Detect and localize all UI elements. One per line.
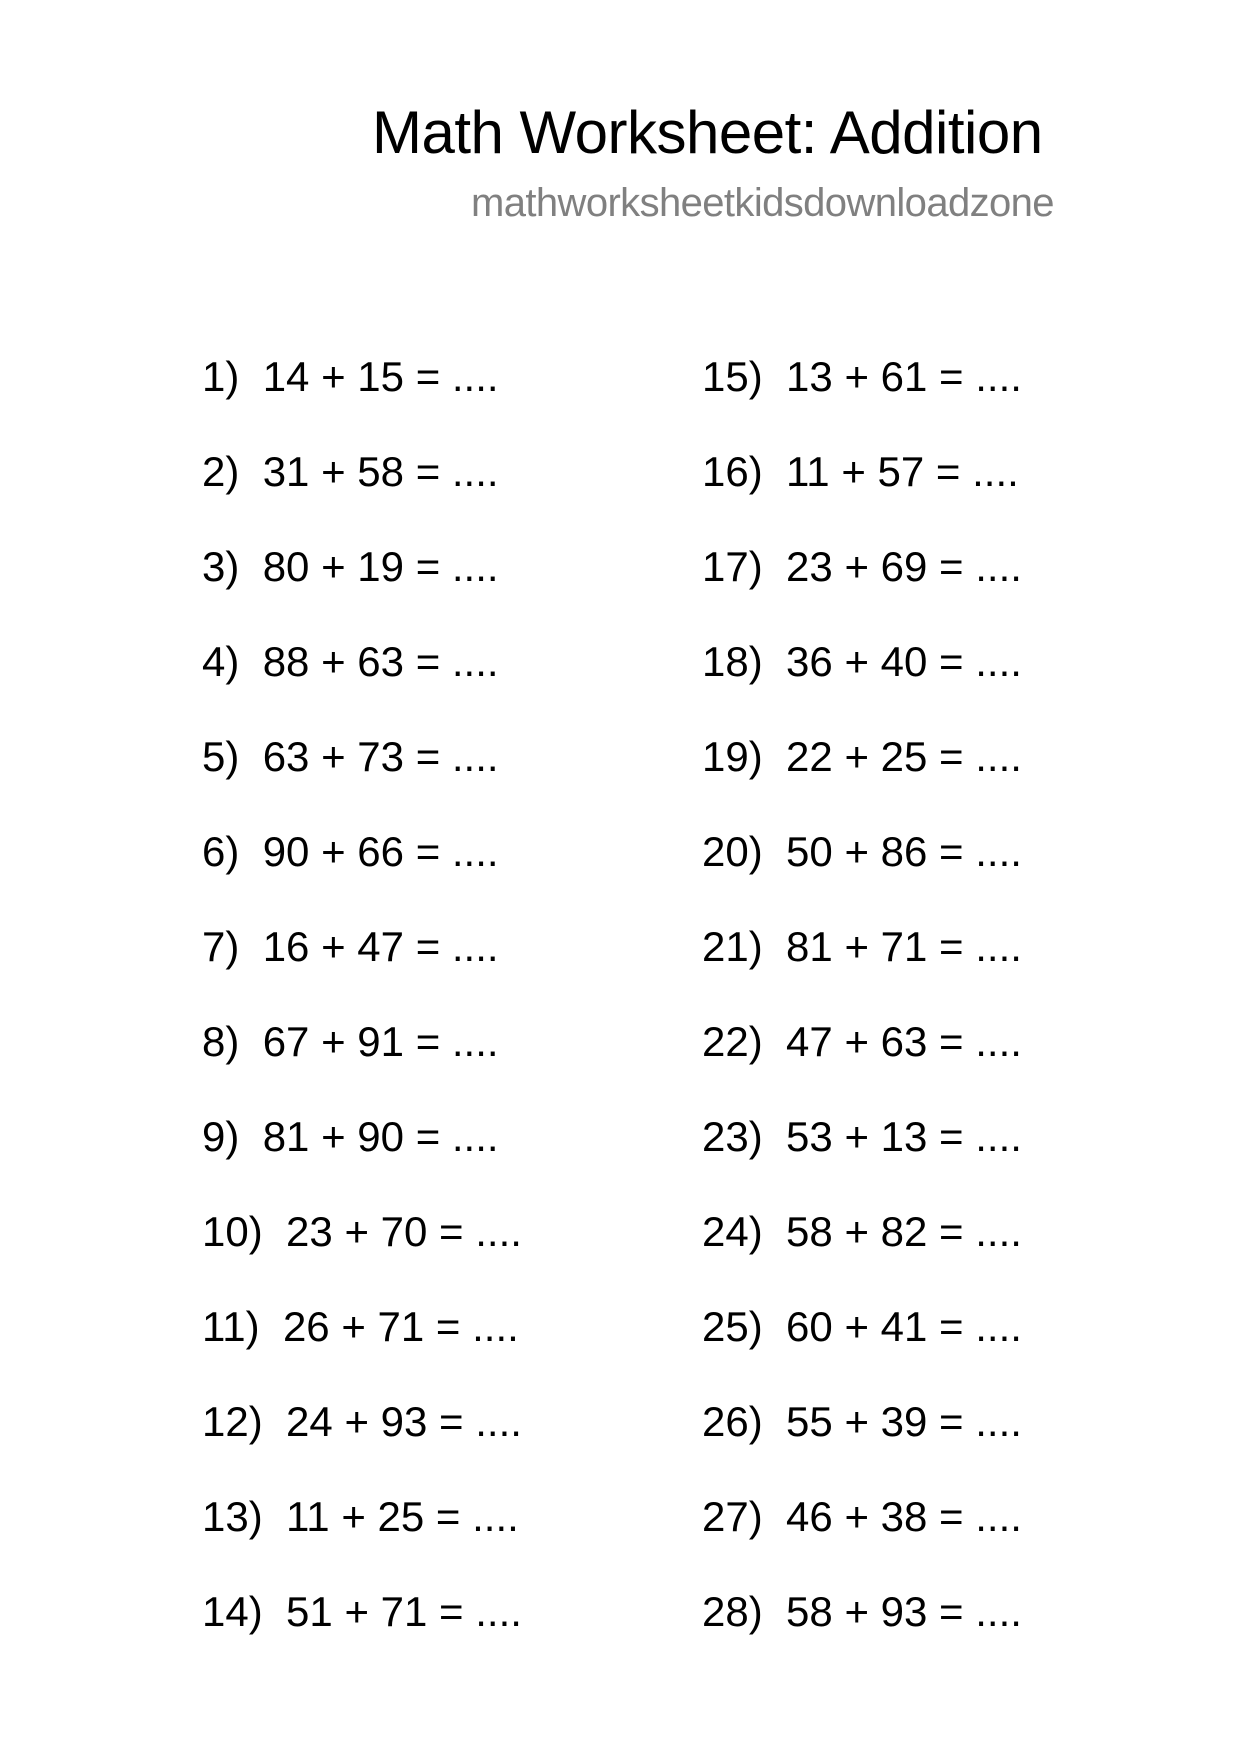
- addend-b: 39: [880, 1398, 928, 1445]
- addend-b: 86: [880, 828, 928, 875]
- addend-a: 81: [262, 1113, 310, 1160]
- addend-b: 38: [880, 1493, 928, 1540]
- problem-number: 16): [702, 448, 763, 495]
- equals-sign: =: [415, 353, 441, 400]
- answer-blank: ....: [475, 1588, 522, 1635]
- equals-sign: =: [939, 1398, 964, 1445]
- site-watermark: mathworksheetkidsdownloadzone: [471, 181, 1054, 225]
- plus-sign: +: [844, 1588, 869, 1635]
- answer-blank: ....: [451, 828, 499, 875]
- answer-blank: ....: [975, 1113, 1022, 1160]
- addend-b: 63: [357, 638, 405, 685]
- problem-item: [702, 1112, 1022, 1207]
- answer-blank: ....: [472, 1493, 519, 1540]
- plus-sign: +: [841, 448, 866, 495]
- addend-b: 61: [880, 353, 928, 400]
- plus-sign: +: [321, 448, 346, 495]
- problem-item: [702, 1492, 1022, 1587]
- answer-blank: ....: [451, 1018, 499, 1065]
- equals-sign: =: [415, 1113, 441, 1160]
- problem-number: 11): [202, 1303, 260, 1350]
- problem-item: [202, 1302, 522, 1397]
- problems-column-left: [202, 352, 522, 1682]
- equals-sign: =: [939, 543, 964, 590]
- addend-b: 70: [380, 1208, 428, 1255]
- equals-sign: =: [415, 828, 441, 875]
- plus-sign: +: [844, 1398, 869, 1445]
- plus-sign: +: [341, 1303, 366, 1350]
- addend-a: 36: [786, 638, 833, 685]
- addend-b: 93: [380, 1398, 428, 1445]
- answer-blank: ....: [451, 733, 499, 780]
- addend-b: 15: [357, 353, 405, 400]
- addend-a: 13: [786, 353, 833, 400]
- problem-number: 23): [702, 1113, 763, 1160]
- problem-item: [202, 1397, 522, 1492]
- problem-number: 24): [702, 1208, 763, 1255]
- addend-a: 22: [786, 733, 833, 780]
- plus-sign: +: [844, 1208, 869, 1255]
- problem-item: [702, 637, 1022, 732]
- equals-sign: =: [415, 1018, 441, 1065]
- problem-item: [702, 1302, 1022, 1397]
- equals-sign: =: [939, 1018, 964, 1065]
- addend-a: 23: [786, 543, 833, 590]
- plus-sign: +: [844, 353, 869, 400]
- plus-sign: +: [321, 733, 346, 780]
- addend-a: 16: [262, 923, 310, 970]
- plus-sign: +: [844, 923, 869, 970]
- problem-item: [202, 542, 522, 637]
- plus-sign: +: [844, 543, 869, 590]
- problem-item: [702, 352, 1022, 447]
- answer-blank: ....: [451, 448, 499, 495]
- answer-blank: ....: [975, 1588, 1022, 1635]
- problem-number: 4): [202, 638, 240, 685]
- problem-number: 27): [702, 1493, 763, 1540]
- answer-blank: ....: [475, 1208, 522, 1255]
- problem-number: 15): [702, 353, 763, 400]
- answer-blank: ....: [451, 1113, 499, 1160]
- problem-item: [702, 1017, 1022, 1112]
- answer-blank: ....: [975, 1493, 1022, 1540]
- problem-number: 13): [202, 1493, 263, 1540]
- problem-number: 12): [202, 1398, 263, 1445]
- problem-item: [202, 1112, 522, 1207]
- addend-b: 47: [357, 923, 405, 970]
- equals-sign: =: [415, 448, 441, 495]
- answer-blank: ....: [472, 1303, 519, 1350]
- problem-number: 8): [202, 1018, 240, 1065]
- plus-sign: +: [321, 353, 346, 400]
- addend-a: 60: [786, 1303, 833, 1350]
- plus-sign: +: [321, 1113, 346, 1160]
- answer-blank: ....: [972, 448, 1019, 495]
- answer-blank: ....: [975, 353, 1022, 400]
- equals-sign: =: [435, 1303, 461, 1350]
- equals-sign: =: [415, 543, 441, 590]
- problem-item: [202, 1207, 522, 1302]
- problem-item: [702, 542, 1022, 637]
- equals-sign: =: [415, 638, 441, 685]
- problem-number: 20): [702, 828, 763, 875]
- problem-number: 17): [702, 543, 763, 590]
- problem-item: [202, 352, 522, 447]
- problem-number: 2): [202, 448, 240, 495]
- addend-b: 40: [880, 638, 928, 685]
- addend-b: 90: [357, 1113, 405, 1160]
- plus-sign: +: [341, 1493, 366, 1540]
- plus-sign: +: [844, 1303, 869, 1350]
- equals-sign: =: [939, 1493, 964, 1540]
- problem-number: 26): [702, 1398, 763, 1445]
- addend-a: 11: [286, 1493, 330, 1540]
- answer-blank: ....: [975, 923, 1022, 970]
- addend-a: 51: [286, 1588, 333, 1635]
- addend-b: 66: [357, 828, 405, 875]
- plus-sign: +: [344, 1208, 369, 1255]
- addend-b: 91: [357, 1018, 405, 1065]
- equals-sign: =: [415, 733, 441, 780]
- plus-sign: +: [844, 638, 869, 685]
- problem-item: [702, 1397, 1022, 1492]
- problems-column-right: [702, 352, 1022, 1682]
- problem-number: 25): [702, 1303, 763, 1350]
- addend-a: 80: [262, 543, 310, 590]
- page-title: Math Worksheet: Addition: [372, 99, 1043, 166]
- addend-a: 55: [786, 1398, 833, 1445]
- problem-item: [702, 732, 1022, 827]
- addend-b: 25: [880, 733, 928, 780]
- addend-b: 13: [880, 1113, 928, 1160]
- equals-sign: =: [439, 1398, 464, 1445]
- equals-sign: =: [939, 1303, 964, 1350]
- equals-sign: =: [939, 1113, 964, 1160]
- addend-b: 19: [357, 543, 405, 590]
- addend-b: 69: [880, 543, 928, 590]
- problem-number: 1): [202, 353, 240, 400]
- addend-a: 58: [786, 1588, 833, 1635]
- addend-b: 71: [880, 923, 928, 970]
- answer-blank: ....: [975, 1398, 1022, 1445]
- problem-item: [702, 1207, 1022, 1302]
- problem-number: 28): [702, 1588, 763, 1635]
- problem-item: [202, 922, 522, 1017]
- answer-blank: ....: [475, 1398, 522, 1445]
- addend-a: 23: [286, 1208, 333, 1255]
- problem-number: 22): [702, 1018, 763, 1065]
- addend-a: 90: [262, 828, 310, 875]
- addend-b: 71: [380, 1588, 428, 1635]
- addend-a: 24: [286, 1398, 333, 1445]
- plus-sign: +: [321, 828, 346, 875]
- plus-sign: +: [321, 1018, 346, 1065]
- problem-number: 19): [702, 733, 763, 780]
- answer-blank: ....: [451, 353, 499, 400]
- addend-a: 50: [786, 828, 833, 875]
- addend-b: 82: [880, 1208, 928, 1255]
- problem-number: 6): [202, 828, 240, 875]
- problem-item: [702, 447, 1022, 542]
- plus-sign: +: [844, 1493, 869, 1540]
- equals-sign: =: [939, 353, 964, 400]
- problem-item: [702, 1587, 1022, 1682]
- answer-blank: ....: [975, 1303, 1022, 1350]
- problem-number: 9): [202, 1113, 240, 1160]
- problem-item: [202, 447, 522, 542]
- plus-sign: +: [321, 638, 346, 685]
- addend-a: 46: [786, 1493, 833, 1540]
- addend-a: 47: [786, 1018, 833, 1065]
- addend-a: 58: [786, 1208, 833, 1255]
- equals-sign: =: [939, 1208, 964, 1255]
- problem-item: [202, 1017, 522, 1112]
- addend-a: 11: [786, 448, 830, 495]
- problem-number: 10): [202, 1208, 263, 1255]
- addend-a: 53: [786, 1113, 833, 1160]
- equals-sign: =: [415, 923, 441, 970]
- equals-sign: =: [439, 1208, 464, 1255]
- addend-b: 73: [357, 733, 405, 780]
- addend-b: 25: [377, 1493, 425, 1540]
- plus-sign: +: [321, 543, 346, 590]
- answer-blank: ....: [975, 828, 1022, 875]
- addend-a: 67: [262, 1018, 310, 1065]
- equals-sign: =: [439, 1588, 464, 1635]
- problem-number: 18): [702, 638, 763, 685]
- addend-b: 71: [377, 1303, 425, 1350]
- addend-b: 58: [357, 448, 405, 495]
- problem-number: 5): [202, 733, 240, 780]
- answer-blank: ....: [451, 923, 499, 970]
- problem-item: [202, 1587, 522, 1682]
- addend-b: 57: [877, 448, 925, 495]
- plus-sign: +: [844, 1113, 869, 1160]
- addend-a: 88: [262, 638, 310, 685]
- answer-blank: ....: [975, 638, 1022, 685]
- equals-sign: =: [939, 638, 964, 685]
- problem-number: 21): [702, 923, 763, 970]
- addend-b: 63: [880, 1018, 928, 1065]
- equals-sign: =: [435, 1493, 461, 1540]
- problem-item: [202, 827, 522, 922]
- equals-sign: =: [935, 448, 961, 495]
- addend-a: 26: [282, 1303, 330, 1350]
- answer-blank: ....: [975, 1018, 1022, 1065]
- addend-a: 63: [262, 733, 310, 780]
- answer-blank: ....: [975, 733, 1022, 780]
- plus-sign: +: [844, 828, 869, 875]
- equals-sign: =: [939, 733, 964, 780]
- plus-sign: +: [844, 733, 869, 780]
- addend-a: 31: [262, 448, 310, 495]
- answer-blank: ....: [451, 638, 499, 685]
- problem-number: 14): [202, 1588, 263, 1635]
- plus-sign: +: [344, 1398, 369, 1445]
- plus-sign: +: [344, 1588, 369, 1635]
- answer-blank: ....: [975, 543, 1022, 590]
- problem-item: [202, 732, 522, 827]
- problem-item: [202, 637, 522, 732]
- problem-item: [702, 827, 1022, 922]
- problem-item: [202, 1492, 522, 1587]
- addend-b: 93: [880, 1588, 928, 1635]
- answer-blank: ....: [451, 543, 499, 590]
- plus-sign: +: [321, 923, 346, 970]
- equals-sign: =: [939, 923, 964, 970]
- answer-blank: ....: [975, 1208, 1022, 1255]
- equals-sign: =: [939, 1588, 964, 1635]
- problem-item: [702, 922, 1022, 1017]
- problem-number: 7): [202, 923, 240, 970]
- problem-number: 3): [202, 543, 240, 590]
- equals-sign: =: [939, 828, 964, 875]
- addend-b: 41: [880, 1303, 928, 1350]
- addend-a: 81: [786, 923, 833, 970]
- addend-a: 14: [262, 353, 310, 400]
- plus-sign: +: [844, 1018, 869, 1065]
